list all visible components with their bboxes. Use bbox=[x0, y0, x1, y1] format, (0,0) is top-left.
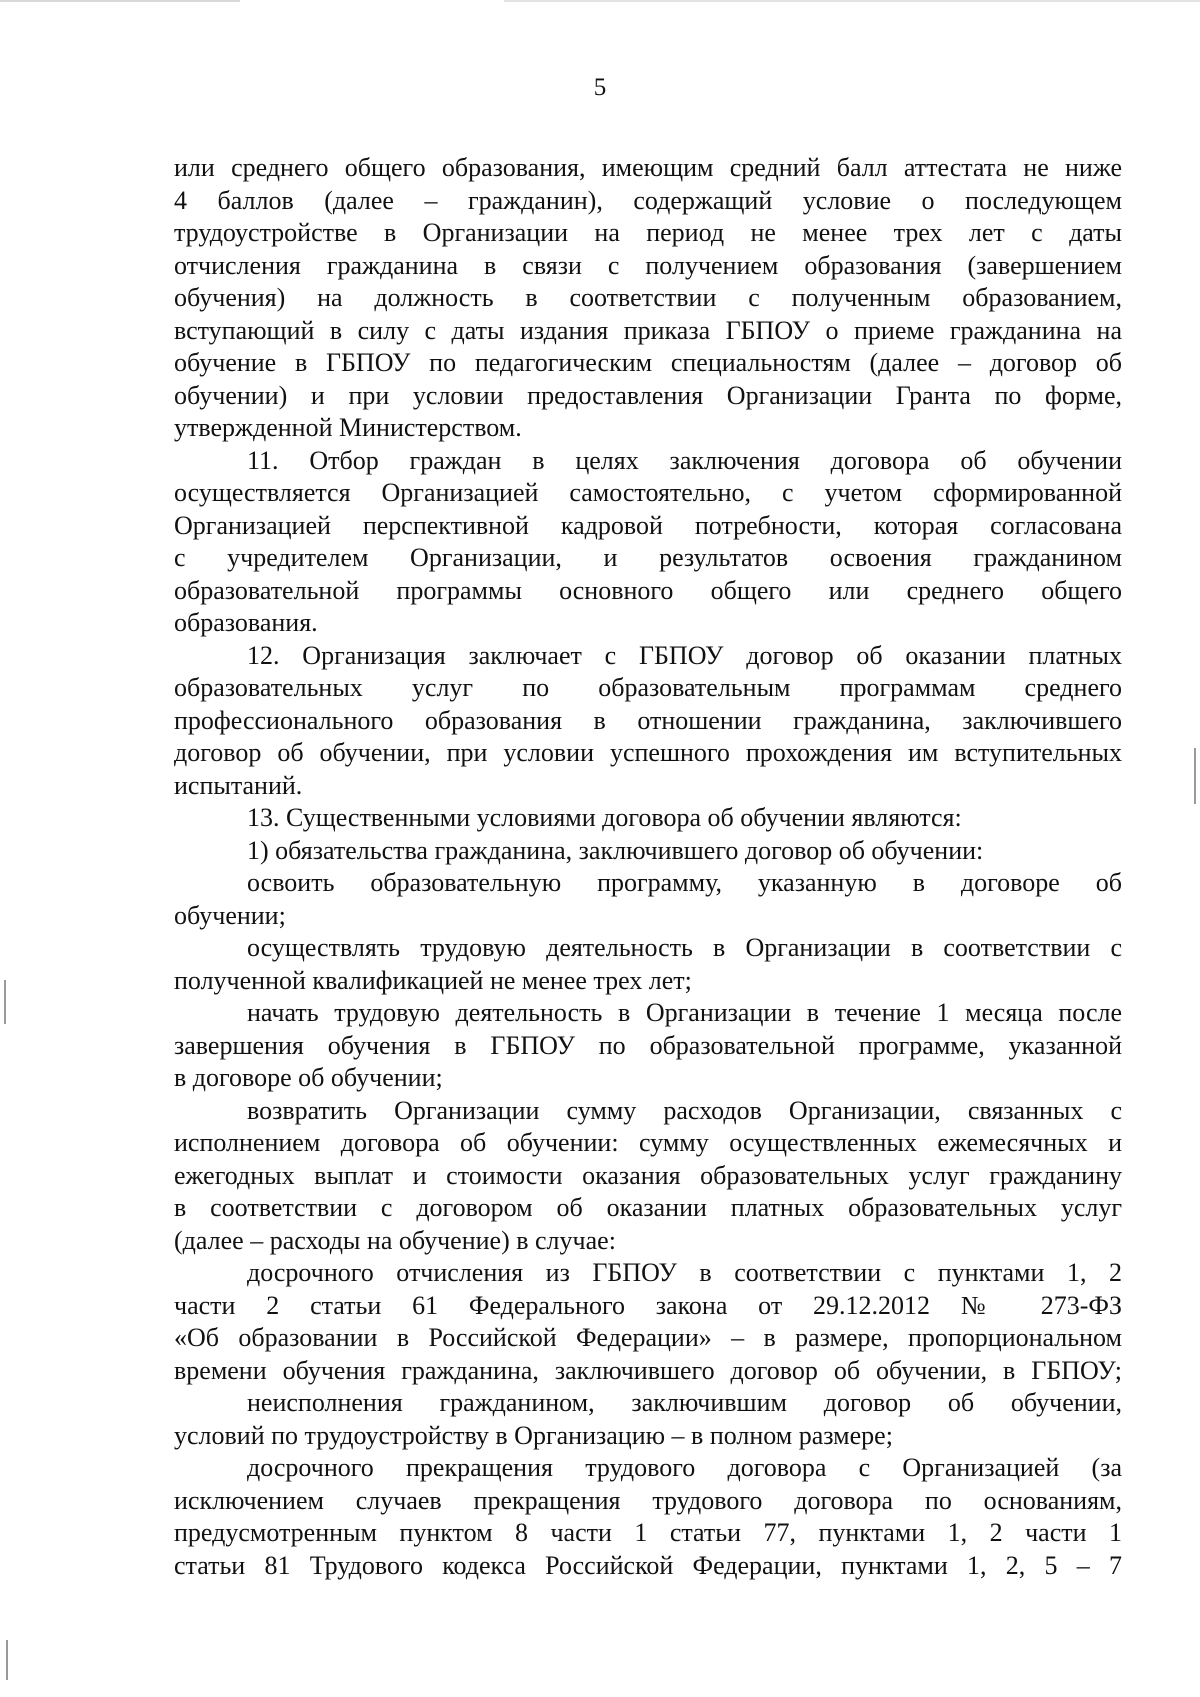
text-line: «Об образовании в Российской Федерации» – в размере, пропорциональном bbox=[174, 1323, 1122, 1352]
text-line: с учредителем Организации, и результатов освоения гражданином bbox=[174, 543, 1122, 572]
text-line: 12. Организация заключает с ГБПОУ договор об оказании платных bbox=[247, 640, 1122, 670]
text-line: обучении) и при условии предоставления Организации Гранта по форме, bbox=[174, 380, 1122, 410]
text-line: обучении; bbox=[174, 900, 286, 930]
text-line: испытаний. bbox=[174, 770, 303, 800]
text-line: профессионального образования в отношении гражданина, заключившего bbox=[174, 705, 1122, 735]
text-line: обучение в ГБПОУ по педагогическим специальностям (далее – договор об bbox=[174, 348, 1122, 377]
text-line: Организацией перспективной кадровой потребности, которая согласована bbox=[174, 510, 1122, 540]
scan-mark-left bbox=[4, 980, 6, 1024]
text-line: исключением случаев прекращения трудового договора по основаниям, bbox=[174, 1485, 1122, 1515]
text-line: трудоустройстве в Организации на период не менее трех лет с даты bbox=[174, 218, 1122, 247]
text-line: образования. bbox=[174, 608, 318, 637]
text-line: досрочного отчисления из ГБПОУ в соответствии с пунктами 1, 2 bbox=[247, 1258, 1122, 1287]
text-line: неисполнения гражданином, заключившим договор об обучении, bbox=[247, 1388, 1122, 1417]
text-line: 4 баллов (далее – гражданин), содержащий условие о последующем bbox=[174, 185, 1122, 215]
page-number: 5 bbox=[593, 74, 607, 101]
text-line: или среднего общего образования, имеющим средний балл аттестата не ниже bbox=[174, 153, 1122, 182]
text-line: осуществлять трудовую деятельность в Организации в соответствии с bbox=[247, 933, 1122, 962]
text-line: части 2 статьи 61 Федерального закона от 29.12.2012 № 273-ФЗ bbox=[174, 1290, 1122, 1320]
text-line: вступающий в силу с даты издания приказа ГБПОУ о приеме гражданина на bbox=[174, 315, 1122, 345]
text-line: ежегодных выплат и стоимости оказания образовательных услуг гражданину bbox=[174, 1160, 1122, 1190]
text-line: статьи 81 Трудового кодекса Российской Федерации, пунктами 1, 2, 5 – 7 bbox=[174, 1550, 1122, 1580]
text-line: (далее – расходы на обучение) в случае: bbox=[174, 1225, 616, 1255]
scan-mark-right bbox=[1194, 748, 1196, 804]
text-line: образовательных услуг по образовательным программам среднего bbox=[174, 673, 1122, 702]
text-line: в договоре об обучении; bbox=[174, 1063, 443, 1092]
text-line: осуществляется Организацией самостоятельно, с учетом сформированной bbox=[174, 478, 1122, 507]
text-line: 1) обязательства гражданина, заключившего договор об обучении: bbox=[247, 835, 984, 865]
text-line: времени обучения гражданина, заключившего договор об обучении, в ГБПОУ; bbox=[174, 1355, 1122, 1385]
document-body bbox=[174, 152, 1122, 1582]
text-line: в соответствии с договором об оказании платных образовательных услуг bbox=[174, 1193, 1122, 1222]
scan-mark-bottom-left bbox=[6, 1640, 8, 1680]
text-line: возвратить Организации сумму расходов Организации, связанных с bbox=[247, 1095, 1122, 1125]
text-line: 11. Отбор граждан в целях заключения договора об обучении bbox=[247, 445, 1122, 475]
text-line: условий по трудоустройству в Организацию – в полном размере; bbox=[174, 1420, 893, 1450]
text-line: освоить образовательную программу, указанную в договоре об bbox=[247, 868, 1122, 897]
text-line: полученной квалификацией не менее трех лет; bbox=[174, 965, 692, 995]
text-line: 13. Существенными условиями договора об обучении являются: bbox=[247, 803, 962, 832]
text-line: образовательной программы основного общего или среднего общего bbox=[174, 575, 1122, 605]
text-line: обучения) на должность в соответствии с полученным образованием, bbox=[174, 283, 1122, 312]
text-line: исполнением договора об обучении: сумму осуществленных ежемесячных и bbox=[174, 1128, 1122, 1157]
text-line: досрочного прекращения трудового договора с Организацией (за bbox=[247, 1453, 1122, 1482]
text-line: договор об обучении, при условии успешного прохождения им вступительных bbox=[174, 738, 1122, 767]
text-line: утвержденной Министерством. bbox=[174, 413, 522, 442]
text-line: предусмотренным пунктом 8 части 1 статьи 77, пунктами 1, 2 части 1 bbox=[174, 1518, 1122, 1547]
scan-edge-top bbox=[0, 0, 1200, 2]
text-line: отчисления гражданина в связи с получением образования (завершением bbox=[174, 250, 1122, 280]
text-line: начать трудовую деятельность в Организации в течение 1 месяца после bbox=[247, 998, 1122, 1027]
text-line: завершения обучения в ГБПОУ по образовательной программе, указанной bbox=[174, 1030, 1122, 1060]
